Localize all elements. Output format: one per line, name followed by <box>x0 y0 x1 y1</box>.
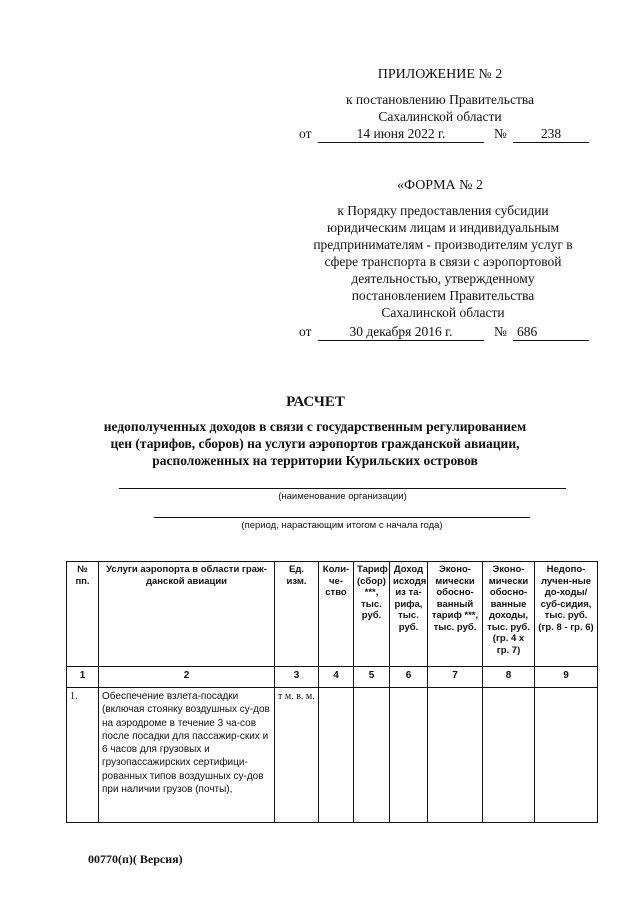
row-service: Обеспечение взлета-посадки (включая стоянку воздушных су-дов на аэродроме в течение 3 ча-сов после посадки для пассажир-ских и 6 часов для грузовых и грузопассажирских сертифици-рованных типов воздушных су-дов при наличии грузов (почты), <box>99 688 275 823</box>
period-line[interactable] <box>154 517 530 518</box>
appendix-number: 238 <box>513 125 589 143</box>
form-line: предпринимателям - производителям услуг в <box>313 237 573 252</box>
form-line: к Порядку предоставления субсидии <box>337 203 549 218</box>
col-number: 6 <box>390 667 428 688</box>
form-line: юридическим лицам и индивидуальным <box>326 220 560 235</box>
footer-code: 00770(п)( Версия) <box>88 852 183 866</box>
form-no-label: № <box>494 324 507 339</box>
col-number: 7 <box>428 667 483 688</box>
appendix-line1: к постановлению Правительства <box>345 92 535 107</box>
col-number: 5 <box>354 667 390 688</box>
col-number: 4 <box>319 667 354 688</box>
col-header: Ед. изм. <box>275 562 319 667</box>
form-line: Сахалинской области <box>381 305 505 320</box>
row-subsidy-cell[interactable] <box>535 688 598 823</box>
table-row <box>67 688 598 823</box>
col-header: Эконо-мически обосно-ванные доходы, тыс. руб. (гр. 4 х гр. 7) <box>483 562 535 667</box>
appendix-date: 14 июня 2022 г. <box>318 125 484 143</box>
col-header: Эконо-мически обосно-ванный тариф ***, тыс. руб. <box>428 562 483 667</box>
subtitle-line: цен (тарифов, сборов) на услуги аэропортов гражданской авиации, <box>110 436 520 451</box>
col-header: Недопо-лучен-ные до-ходы/суб-сидия, тыс. руб. (гр. 8 - гр. 6) <box>535 562 598 667</box>
appendix-title: ПРИЛОЖЕНИЕ № 2 <box>377 67 503 82</box>
col-header: Доход исходя из та-рифа, тыс. руб. <box>390 562 428 667</box>
appendix-no-label: № <box>494 126 507 141</box>
row-unit: т м. в. м. <box>275 688 319 823</box>
form-line: деятельностью, утвержденному <box>351 271 535 286</box>
row-number: 1. <box>67 688 99 823</box>
subtitle-line: расположенных на территории Курильских островов <box>152 453 478 468</box>
col-number: 2 <box>99 667 275 688</box>
org-name-caption: (наименование организации) <box>278 491 407 502</box>
form-title: «ФОРМА № 2 <box>396 178 484 193</box>
col-number: 9 <box>535 667 598 688</box>
row-econ-income-cell[interactable] <box>483 688 535 823</box>
form-from-label: от <box>299 324 312 339</box>
subtitle-line: недополученных доходов в связи с государственным регулированием <box>103 419 527 434</box>
row-tariff-cell[interactable] <box>354 688 390 823</box>
col-number: 1 <box>67 667 99 688</box>
table-number-row <box>67 667 598 688</box>
col-header: Тариф (сбор) ***, тыс. руб. <box>354 562 390 667</box>
form-number: 686 <box>513 323 589 341</box>
form-line: сфере транспорта в связи с аэропортовой <box>324 254 562 269</box>
period-caption: (период, нарастающим итогом с начала года) <box>241 520 443 531</box>
col-header: Услуги аэропорта в области граж-данской авиации <box>99 562 275 667</box>
page-title: РАСЧЕТ <box>286 394 345 410</box>
row-quantity-cell[interactable] <box>319 688 354 823</box>
col-header: № пп. <box>67 562 99 667</box>
form-lines <box>292 202 594 321</box>
row-econ-tariff-cell[interactable] <box>428 688 483 823</box>
col-header: Коли-че-ство <box>319 562 354 667</box>
appendix-from-label: от <box>299 126 312 141</box>
form-line: постановлением Правительства <box>351 288 535 303</box>
col-number: 3 <box>275 667 319 688</box>
calculation-table <box>66 561 598 823</box>
row-income-cell[interactable] <box>390 688 428 823</box>
org-name-line[interactable] <box>119 488 566 489</box>
form-date: 30 декабря 2016 г. <box>318 323 484 341</box>
appendix-line2: Сахалинской области <box>378 109 502 124</box>
page-subtitle <box>40 418 590 469</box>
table-header-row <box>67 562 598 667</box>
col-number: 8 <box>483 667 535 688</box>
